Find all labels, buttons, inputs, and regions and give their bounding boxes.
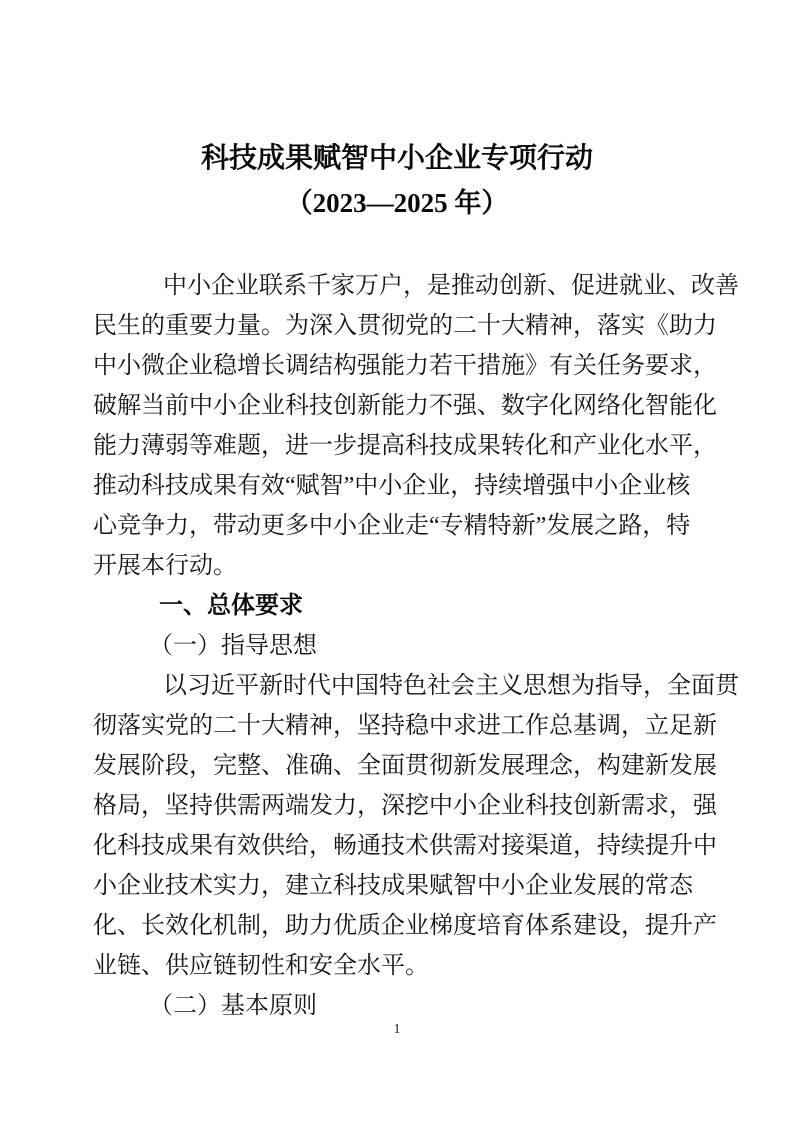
text-line: 推动科技成果有效“赋智”中小企业，持续增强中小企业核 xyxy=(93,473,691,499)
document-body xyxy=(93,266,739,1026)
text-line: 以习近平新时代中国特色社会主义思想为指导，全面贯 xyxy=(163,673,739,699)
text-line: 彻落实党的二十大精神，坚持稳中求进工作总基调，立足新 xyxy=(93,713,717,739)
text-line: 能力薄弱等难题，进一步提高科技成果转化和产业化水平， xyxy=(93,433,717,459)
text-line: 破解当前中小企业科技创新能力不强、数字化网络化智能化 xyxy=(93,393,717,419)
text-line: 化、长效化机制，助力优质企业梯度培育体系建设，提升产 xyxy=(93,913,717,939)
document-subtitle: （2023—2025 年） xyxy=(285,188,509,218)
text-line: 中小企业联系千家万户，是推动创新、促进就业、改善 xyxy=(163,273,739,299)
subsection-heading-guiding-ideology: （一）指导思想 xyxy=(149,633,317,659)
section-heading-overall-requirements: 一、总体要求 xyxy=(159,592,303,619)
text-line: 民生的重要力量。为深入贯彻党的二十大精神，落实《助力 xyxy=(93,313,717,339)
subsection-heading-basic-principles: （二）基本原则 xyxy=(149,993,317,1019)
text-line: 中小微企业稳增长调结构强能力若干措施》有关任务要求， xyxy=(93,353,717,379)
intro-paragraph xyxy=(93,266,739,586)
text-line: 开展本行动。 xyxy=(93,553,237,579)
guiding-ideology-paragraph xyxy=(93,666,739,986)
text-line: 发展阶段，完整、准确、全面贯彻新发展理念，构建新发展 xyxy=(93,753,717,779)
text-line: 业链、供应链韧性和安全水平。 xyxy=(93,953,429,979)
text-line: 化科技成果有效供给，畅通技术供需对接渠道，持续提升中 xyxy=(93,833,717,859)
text-line: 小企业技术实力，建立科技成果赋智中小企业发展的常态 xyxy=(93,873,693,899)
document-title: 科技成果赋智中小企业专项行动 xyxy=(200,143,593,174)
text-line: 心竞争力，带动更多中小企业走“专精特新”发展之路，特 xyxy=(93,513,691,539)
text-line: 格局，坚持供需两端发力，深挖中小企业科技创新需求，强 xyxy=(93,793,717,819)
page-number: 1 xyxy=(393,1022,401,1037)
